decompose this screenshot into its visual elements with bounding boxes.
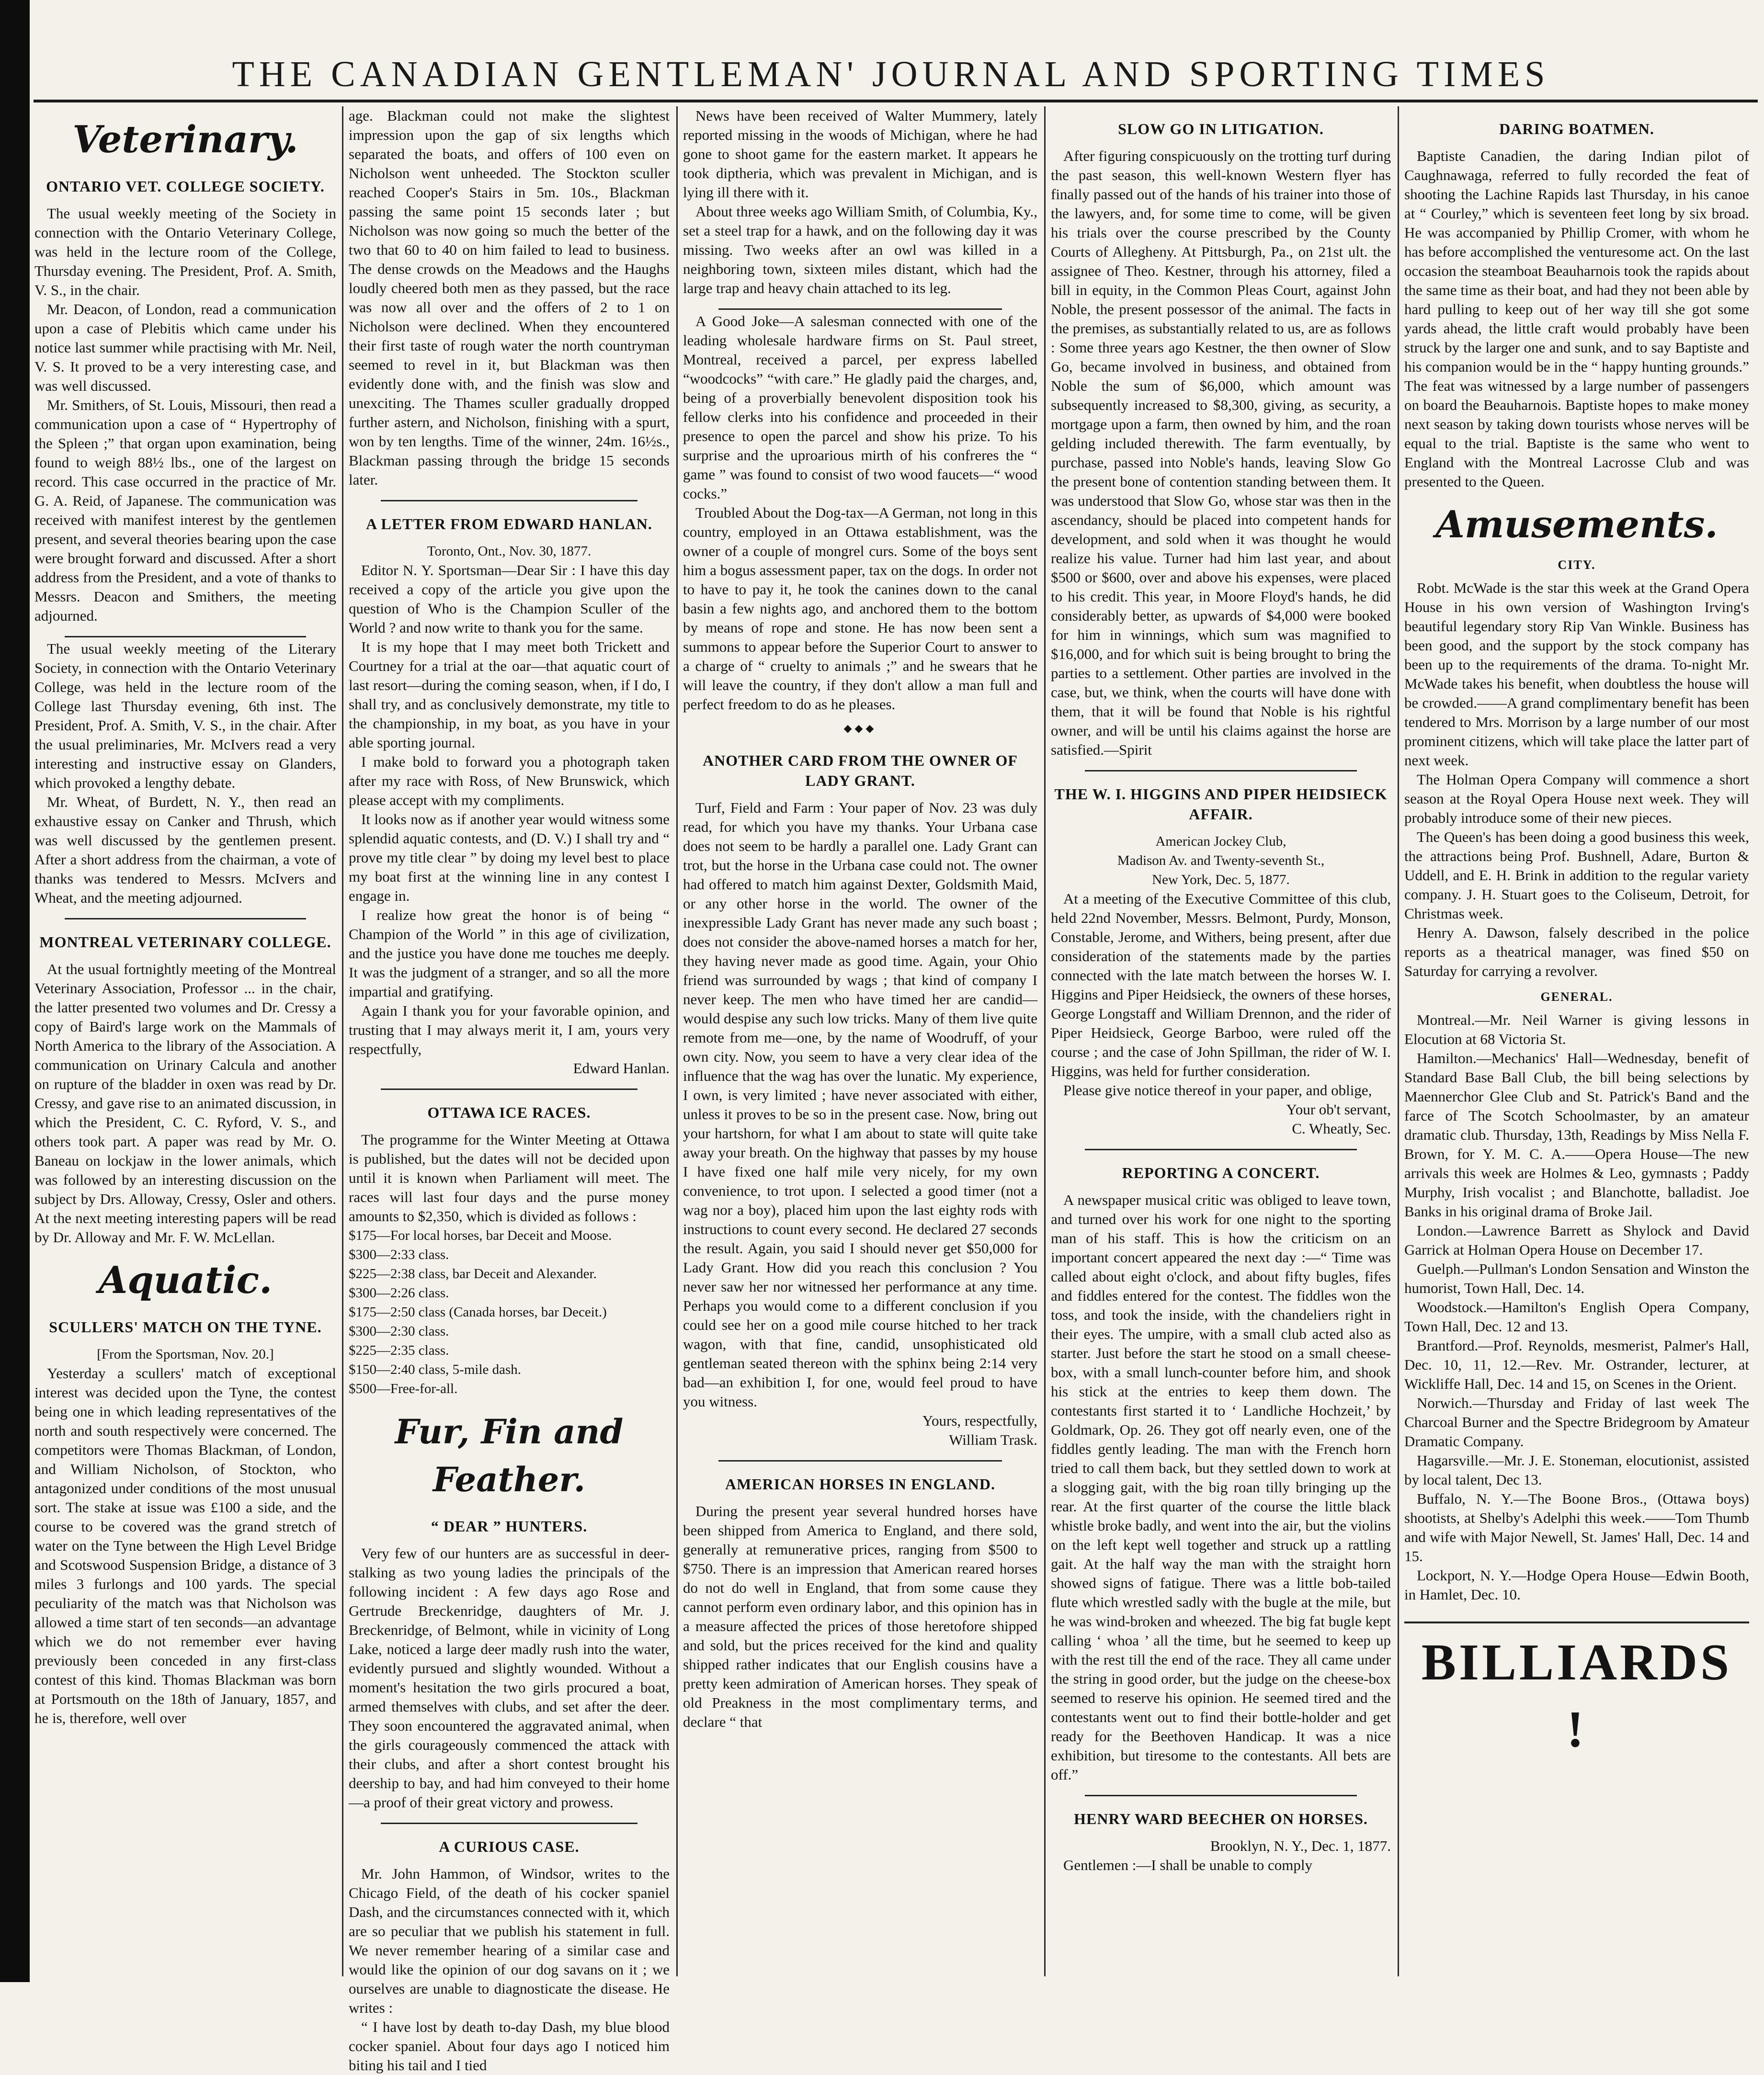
article-paragraph: Robt. McWade is the star this week at the Grand Opera House in his own version of Washington Irving's beautiful legendary story Rip Van Winkle. Business has been good, and the support by the stock company has been up to the requirements of the drama. To-night Mr. McWade takes his benefit, when doubtless the house will be crowded.——A grand complimentary benefit has been tendered to Mrs. Morrison by a large number of our most prominent citizens, which will take place the latter part of next week. [1404, 579, 1749, 769]
article-paragraph: Editor N. Y. Sportsman—Dear Sir : I have this day received a copy of the article you give upon the question of Who is the Champion Sculler of the World ? and now write to thank you for the same. [349, 562, 670, 636]
article-paragraph: I realize how great the honor is of being “ Champion of the World ” in this age of civilization, and the justice you have done me touches me deeply. It was the judgment of a stranger, and so all the more impartial and gratifying. [349, 907, 670, 1000]
amusement-item: Montreal.—Mr. Neil Warner is giving lessons in Elocution at 68 Victoria St. [1404, 1011, 1749, 1047]
purse-item: $175—2:50 class (Canada horses, bar Deceit.) [349, 1304, 607, 1320]
headline-daring-boatmen: DARING BOATMEN. [1499, 120, 1654, 137]
section-veterinary: Veterinary. [72, 118, 298, 161]
dateline: [From the Sportsman, Nov. 20.] [97, 1347, 274, 1362]
section-fur-fin-feather: Fur, Fin and Feather. [395, 1412, 624, 1499]
amusement-item: Hagarsville.—Mr. J. E. Stoneman, elocutionist, assisted by local talent, Dec 13. [1404, 1452, 1749, 1488]
article-paragraph: Please give notice thereof in your paper, and oblige, [1063, 1082, 1372, 1099]
ornament-divider: ◆◆◆ [843, 722, 877, 734]
headline-curious-case: A CURIOUS CASE. [439, 1838, 580, 1855]
headline-lady-grant: ANOTHER CARD FROM THE OWNER OF LADY GRANT. [703, 752, 1018, 789]
subhead-general: GENERAL. [1540, 990, 1613, 1004]
divider [718, 308, 1002, 310]
divider [1085, 770, 1357, 771]
article-paragraph: The usual weekly meeting of the Society in connection with the Ontario Veterinary College, was held in the lecture room of the College, Thursday evening. The President, Prof. A. Smith, V. S., in the chair. [34, 205, 336, 298]
article-paragraph: Yesterday a scullers' match of exceptional interest was decided upon the Tyne, the contest being one in which leading representatives of the north and south respectively were concerned. The competitors were Thomas Blackman, of London, and William Nicholson, of Stockton, who antagonized under conditions of the most unusual sort. The stake at issue was £100 a side, and the course to be covered was the grand stretch of water on the Tyne between the High Level Bridge and Scotswood Suspension Bridge, a distance of 3 miles 3 furlongs and 100 yards. The special peculiarity of the match was that Nicholson was allowed a time start of ten seconds—an advantage which we do not remember ever having previously been conceded in any first-class contest of this kind. Thomas Blackman was born at Portsmouth on the 18th of January, 1857, and he is, therefore, well over [34, 1365, 336, 1726]
signature: Edward Hanlan. [573, 1060, 670, 1077]
article-paragraph: Mr. Wheat, of Burdett, N. Y., then read an exhaustive essay on Canker and Thrush, which was well discussed by the gentlemen present. After a short address from the chairman, a vote of thanks was tendered to Messrs. McIvers and Wheat, and the meeting adjourned. [34, 794, 336, 906]
headline-slow-go: SLOW GO IN LITIGATION. [1118, 120, 1324, 137]
purse-item: $500—Free-for-all. [349, 1381, 458, 1396]
headline-beecher-horses: HENRY WARD BEECHER ON HORSES. [1074, 1810, 1368, 1827]
purse-item: $225—2:38 class, bar Deceit and Alexander. [349, 1266, 597, 1281]
article-paragraph: “ I have lost by death to-day Dash, my blue blood cocker spaniel. About four days ago I noticed him biting his tail and I tied [349, 2018, 670, 2074]
article-paragraph: During the present year several hundred horses have been shipped from America to England, and there sold, generally at remunerative prices, ranging from $500 to $750. There is an impression that American reared horses do not do well in England, that from some cause they cannot perform even ordinary labor, and this opinion has in a measure affected the prices of those heretofore shipped and sold, but the prices received for the kind and quality shipped rather indicates that our English cousins have a pretty keen admiration of American horses. They speak of old Preakness in the most complimentary terms, and declare “ that [683, 1503, 1037, 1730]
column-rule [1398, 106, 1399, 1976]
headline-american-horses: AMERICAN HORSES IN ENGLAND. [725, 1475, 995, 1493]
article-paragraph: Mr. John Hammon, of Windsor, writes to the Chicago Field, of the death of his cocker spaniel Dash, and the circumstances connected with it, which are so peculiar that we publish his statement in full. We never remember hearing of a similar case and would like the opinion of our dog savans on it ; we ourselves are unable to diagnosticate the disease. He writes : [349, 1865, 670, 2016]
article-paragraph: The programme for the Winter Meeting at Ottawa is published, but the dates will not be decided upon until it is known when Parliament will meet. The races will last four days and the purse money amounts to $2,350, which is divided as follows : [349, 1131, 670, 1225]
signature: Your ob't servant, [1286, 1101, 1391, 1118]
divider [381, 500, 637, 501]
headline-reporting-concert: REPORTING A CONCERT. [1122, 1164, 1320, 1181]
article-paragraph: It looks now as if another year would witness some splendid aquatic contests, and (D. V.) I shall try and “ prove my title clear ” by doing my level best to place my boat first at the winning line in any contest I engage in. [349, 811, 670, 904]
article-paragraph: Henry A. Dawson, falsely described in the police reports as a theatrical manager, was fined $50 on Saturday for carrying a revolver. [1404, 924, 1749, 979]
amusement-item: Norwich.—Thursday and Friday of last week The Charcoal Burner and the Spectre Bridegroom by Amateur Dramatic Company. [1404, 1395, 1749, 1450]
headline-scullers-match: SCULLERS' MATCH ON THE TYNE. [49, 1318, 322, 1336]
dateline: Toronto, Ont., Nov. 30, 1877. [427, 544, 592, 559]
amusement-item: London.—Lawrence Barrett as Shylock and David Garrick at Holman Opera House on December 17. [1404, 1222, 1749, 1258]
divider [1085, 1149, 1357, 1150]
amusement-item: Guelph.—Pullman's London Sensation and Winston the humorist, Town Hall, Dec. 14. [1404, 1260, 1749, 1296]
divider [1085, 1795, 1357, 1796]
column-2 [349, 106, 670, 2074]
article-paragraph: Turf, Field and Farm : Your paper of Nov. 23 was duly read, for which you have my thanks. Your Urbana case does not seem to be hardly a parallel one. Lady Grant can trot, but the horse in the Urbana case could not. The owner had offered to match him against Dexter, Goldsmith Maid, or any other horse in the world. The owner of the inexpressible Lady Grant has never made any such boast ; does not consider the above-named horses a match for her, they having never made as good time. Again, your Ohio friend was surrounded by wags ; that kind of company I never keep. The men who have timed her are candid—would despise any such low tricks. Many of them live quite remote from me—one, by the name of Woodruff, of your own city. Now, you seem to have a very clear idea of the influence that the wag has over the lunatic. My experience, I own, is very limited ; have never associated with either, unless it proves to be so in the present case. Now, bring out your hartshorn, for what I am about to state will quite take away your breath. On the highway that passes by my house I have fixed one half mile very nicely, for my own convenience, to trot upon. I selected a good timer (not a wag nor a boy), placed him upon the last eighty rods with instructions to count every second. He declared 27 seconds the result. Again, you said I should never get $50,000 for Lady Grant. How did you reach this conclusion ? You never saw her nor witnessed her performance at any time. Perhaps you would come to a different conclusion if you could see her on a good mile course hitched to her track wagon, with that fine, candid, unsophisticated old gentleman seated thereon with the sphinx being 2:14 very bad—an exhibition I, for one, would feel proud to have you witness. [683, 799, 1037, 1410]
billiards-advert: BILLIARDS ! [1404, 1621, 1749, 1763]
divider [381, 1823, 637, 1824]
article-paragraph: Mr. Deacon, of London, read a communication upon a case of Plebitis which came under his notice last summer while practising with Mr. Neil, V. S. It proved to be a very interesting case, and was well discussed. [34, 301, 336, 394]
divider [718, 1460, 1002, 1462]
article-paragraph: Again I thank you for your favorable opinion, and trusting that I may always merit it, I am, yours very respectfully, [349, 1002, 670, 1057]
article-paragraph: A newspaper musical critic was obliged to leave town, and turned over his work for one night to the sporting man of his staff. This is how the criticism on an important concert appeared the next day :—“ Time was called about eight o'clock, and about fifty bugles, fifes and fiddles entered for the contest. The fiddles won the toss, and took the inside, with the chandeliers right in their eyes. The umpire, with a small club acted also as starter. Just before the start he stood on a small cheese-box, with a small lunch-counter before him, and shook his stick at the entries to keep them down. The contestants first started it to ‘ Landliche Hochzeit,’ by Goldmark, Op. 26. They got off nearly even, one of the fiddles gently leading. The man with the French horn tried to call them back, but they settled down to work at a slogging gait, with the big roan tilly bringing up the rear. At the first quarter of the course the little black whistle broke badly, and went into the air, but the violins on the left kept well together and struck up a rattling gait. At the half way the man with the straight horn showed signs of fatigue. There was a little bob-tailed flute which wrestled sadly with the bugle at the mile, but he was wind-broken and wheezed. The big fat bugle kept calling ‘ whoa ’ all the time, but he seemed to keep up with the rest till the end of the race. They all came under the string in good order, but the judge on the cheese-box seemed to reserve his opinion. He seemed tired and the contestants went out to find their bottle-holder and get ready for the Beethoven Handicap. It was a nice exhibition, but tiresome to the contestants. All bets are off.” [1051, 1191, 1391, 1783]
column-3 [683, 106, 1037, 1976]
divider [65, 918, 306, 919]
article-paragraph: About three weeks ago William Smith, of Columbia, Ky., set a steel trap for a hawk, and on the following day it was missing. Two weeks after an owl was killed in a neighboring town, sixteen miles distant, which had the large trap and heavy chain attached to its leg. [683, 203, 1037, 296]
amusement-item: Buffalo, N. Y.—The Boone Bros., (Ottawa boys) shootists, at Shelby's Adelphi this week.——Tom Thumb and wife with Major Newell, St. James' Hall, Dec. 14 and 15. [1404, 1490, 1749, 1565]
article-paragraph: Troubled About the Dog-tax—A German, not long in this country, employed in an Ottawa establishment, was the owner of a couple of mongrel curs. Some of the boys sent him a bogus assessment paper, tax on the dogs. In order not to have to pay it, he took the canines down to the canal basin a few nights ago, and anchored them to the bottom by means of rope and stone. He has now been sent a summons to appear before the Superior Court to answer to a charge of “ cruelty to animals ;” and he swears that he will leave the country, if they don't allow a man full and perfect freedom to do as he pleases. [683, 504, 1037, 713]
column-4 [1051, 106, 1391, 1976]
headline-hanlan-letter: A LETTER FROM EDWARD HANLAN. [366, 515, 652, 533]
article-paragraph: Gentlemen :—I shall be unable to comply [1063, 1857, 1312, 1873]
amusement-item: Woodstock.—Hamilton's English Opera Company, Town Hall, Dec. 12 and 13. [1404, 1299, 1749, 1335]
purse-item: $300—2:30 class. [349, 1324, 449, 1339]
purse-item: $225—2:35 class. [349, 1343, 449, 1358]
article-paragraph: Very few of our hunters are as successful in deer-stalking as two young ladies the principals of the following incident : A few days ago Rose and Gertrude Breckenridge, daughters of Mr. J. Breckenridge, of Belmont, while in vicinity of Long Lake, noticed a large deer madly rush into the water, evidently pursued and slightly wounded. Without a moment's hesitation the two girls procured a boat, armed themselves with clubs, and set after the deer. They soon encountered the aggravated animal, when the girls courageously commenced the attack with their clubs, and after a short contest brought his deership to bay, and had him conveyed to their home—a proof of their great victory and prowess. [349, 1545, 670, 1811]
purse-item: $300—2:33 class. [349, 1247, 449, 1262]
headline-dear-hunters: “ DEAR ” HUNTERS. [431, 1518, 588, 1535]
divider [65, 636, 306, 637]
signature: C. Wheatly, Sec. [1292, 1120, 1391, 1137]
article-paragraph: A Good Joke—A salesman connected with one of the leading wholesale hardware firms on St. Paul street, Montreal, received a parcel, per express labelled “woodcocks” “with care.” He gladly paid the charges, and, being of a proverbially benevolent disposition took his fellow clerks into his confidence and proceeded in their presence to open the parcel and show his prize. To his surprise and the uproarious mirth of his confreres the “ game ” was found to consist of two wood faucets—“ wood cocks.” [683, 313, 1037, 502]
article-paragraph: It is my hope that I may meet both Trickett and Courtney for a trial at the oar—that aquatic court of last resort—during the coming season, when, if I do, I shall try, and as conclusively demonstrate, my title to the championship, in my boat, as you have in your able sporting journal. [349, 638, 670, 751]
headline-higgins-heidsieck: THE W. I. HIGGINS AND PIPER HEIDSIECK AFFAIR. [1054, 785, 1388, 823]
amusement-item: Hamilton.—Mechanics' Hall—Wednesday, benefit of Standard Base Ball Club, the bill being selections by Maennerchor Glee Club and St. Patrick's Band and the farce of The Scotch Schoolmaster, by an amateur dramatic club. Thursday, 13th, Readings by Miss Nella F. Brown, for Y. M. C. A.——Opera House—The new arrivals this week are Holmes & Leo, gymnasts ; Paddy Murphy, Irish vocalist ; and Blanchotte, balladist. Joe Banks in his original drama of Broke Jail. [1404, 1050, 1749, 1220]
divider [381, 1089, 637, 1090]
section-amusements: Amusements. [1435, 503, 1718, 546]
amusement-item: Brantford.—Prof. Reynolds, mesmerist, Palmer's Hall, Dec. 10, 11, 12.—Rev. Mr. Ostrander, lecturer, at Wickliffe Hall, Dec. 14 and 15, on Scenes in the Orient. [1404, 1337, 1749, 1392]
signature: William Trask. [949, 1431, 1037, 1448]
column-5 [1404, 106, 1749, 1976]
article-paragraph: News have been received of Walter Mummery, lately reported missing in the woods of Michigan, where he had gone to shoot game for the eastern market. It appears he took diptheria, which was prevalent in Michigan, and is lying ill there with it. [683, 107, 1037, 201]
address-line: New York, Dec. 5, 1877. [1152, 872, 1290, 887]
article-paragraph: I make bold to forward you a photograph taken after my race with Ross, of New Brunswick, which please accept with my compliments. [349, 753, 670, 808]
article-paragraph: The Holman Opera Company will commence a short season at the Royal Opera House next week. They will probably introduce some of their new pieces. [1404, 771, 1749, 826]
article-paragraph: The Queen's has been doing a good business this week, the attractions being Prof. Bushnell, Adare, Burton & Uddell, and E. H. Brink in addition to the regular variety company. J. H. Stuart goes to the Coliseum, Detroit, for Christmas week. [1404, 828, 1749, 922]
address-line: Madison Av. and Twenty-seventh St., [1117, 853, 1325, 868]
column-rule [1044, 106, 1046, 1976]
headline-ottawa-ice-races: OTTAWA ICE RACES. [427, 1104, 591, 1121]
article-paragraph: After figuring conspicuously on the trotting turf during the past season, this well-known Western flyer has finally passed out of the hands of his trainer into those of the lawyers, and, for some time to come, will be given his trials over the course prescribed by the County Courts of Allegheny. At Pittsburgh, Pa., on 21st ult. the assignee of Theo. Kestner, through his attorney, filed a bill in equity, in the Common Pleas Court, against John Noble, the present possessor of the animal. The facts in the premises, as substantially related to us, are as follows : Some three years ago Kestner, the then owner of Slow Go, became involved in business, and obtained from Noble the sum of $6,000, which amount was subsequently increased to $8,300, giving, as security, a mortgage upon a farm, then owned by him, and the roan gelding included therewith. The farm eventually, by purchase, passed into Noble's hands, leaving Slow Go the present bone of contention standing between them. It was understood that Slow Go, whose star was then in the ascendancy, should be placed into competent hands for development, and sold when it was thought he would realize his value. Turner had him last year, and about $500 or $600, over and above his expenses, were placed to his credit. This year, in Moore Floyd's hands, he did considerably better, as upwards of $4,000 were booked for him in winnings, which sum was magnified to $16,000, and for which suit is being brought to bring the parties to a settlement. Other parties are involved in the case, but, we think, when the courts will have done with them, that it will be found that Noble is his rightful owner, and will be until his claims against the horse are satisfied.—Spirit [1051, 147, 1391, 758]
signature: Yours, respectfully, [922, 1412, 1037, 1429]
headline-montreal-vet: MONTREAL VETERINARY COLLEGE. [39, 933, 331, 951]
amusement-item: Lockport, N. Y.—Hodge Opera House—Edwin Booth, in Hamlet, Dec. 10. [1404, 1567, 1749, 1603]
purse-item: $300—2:26 class. [349, 1285, 449, 1301]
article-paragraph: The usual weekly meeting of the Literary Society, in connection with the Ontario Veterinary College, was held in the lecture room of the College last Thursday evening, 6th inst. The President, Prof. A. Smith, V. S., in the chair. After the usual preliminaries, Mr. McIvers read a very interesting and instructive essay on Glanders, which provoked a lengthy debate. [34, 640, 336, 791]
binding-spine [0, 0, 30, 1982]
column-1 [34, 106, 336, 1976]
masthead-title: THE CANADIAN GENTLEMAN' JOURNAL AND SPORTING TIMES [232, 54, 1550, 94]
article-paragraph: Mr. Smithers, of St. Louis, Missouri, then read a communication upon a case of “ Hypertrophy of the Spleen ;” that organ upon examination, being found to weigh 88½ lbs., one of the largest on record. This case occurred in the practice of Mr. G. A. Reid, of Japanese. The communication was received with manifest interest by the gentlemen present, and several theories bearing upon the case were brought forward and discussed. After a short address from the President, and a vote of thanks to Messrs. Deacon and Smithers, the meeting adjourned. [34, 397, 336, 624]
purse-item: $150—2:40 class, 5-mile dash. [349, 1362, 522, 1377]
column-rule [676, 106, 678, 1976]
subhead-city: CITY. [1558, 558, 1596, 572]
headline-ontario-vet: ONTARIO VET. COLLEGE SOCIETY. [46, 178, 325, 195]
section-aquatic: Aquatic. [98, 1259, 273, 1302]
article-paragraph: Baptiste Canadien, the daring Indian pilot of Caughnawaga, referred to fully recorded the feat of shooting the Lachine Rapids last Thursday, in his canoe at “ Courley,” which is seventeen feet long by six broad. He was accompanied by Phillip Cromer, with whom he has before accomplished the venturesome act. On the last occasion the steamboat Beauharnois took the rapids about the same time as their boat, and had they not been able by hard pulling to keep out of her way till she got some yards ahead, the little craft would probably have been struck by the larger one and sunk, and to say Baptiste and his companion would be in the “ happy hunting grounds.” The feat was witnessed by a large number of passengers on board the Beauharnois. Baptiste hopes to make money next season by taking down tourists whose nerves will be equal to the trial. Baptiste is the same who went to England with the Montreal Lacrosse Club and was presented to the Queen. [1404, 147, 1749, 490]
purse-item: $175—For local horses, bar Deceit and Moose. [349, 1228, 612, 1243]
article-paragraph: age. Blackman could not make the slightest impression upon the gap of six lengths which separated the boats, and offers of 100 even on Nicholson went unheeded. The Stockton sculler reached Cooper's Stairs in 5m. 10s., Blackman passing the same point 15 seconds later ; but Nicholson was now going so much the better of the two that 60 to 40 on him failed to lead to business. The dense crowds on the Meadows and the Haughs loudly cheered both men as they passed, but the race was now all over and the offers of 2 to 1 on Nicholson were declined. When they encountered their first taste of rough water the north countryman seemed to revel in it, but Blackman was then evidently done with, and the finish was slow and unexciting. The Thames sculler gradually dropped further astern, and Nicholson, finishing with a spurt, won by ten lengths. Time of the winner, 24m. 16½s., Blackman passing through the bridge 15 seconds later. [349, 107, 670, 488]
masthead-rule [34, 100, 1758, 102]
address-line: American Jockey Club, [1155, 834, 1286, 849]
article-paragraph: At a meeting of the Executive Committee of this club, held 22nd November, Messrs. Belmont, Purdy, Monson, Constable, Jerome, and Withers, being present, after due consideration of the statements made by the parties connected with the late match between the horses W. I. Higgins and Piper Heidsieck, the owners of these horses, George Longstaff and William Drennon, and the rider of Piper Heidsieck, George Barboo, were ruled off the course ; and the case of John Spillman, the rider of W. I. Higgins, was held for further consideration. [1051, 890, 1391, 1079]
column-rule [342, 106, 343, 1976]
dateline: Brooklyn, N. Y., Dec. 1, 1877. [1210, 1837, 1391, 1854]
article-paragraph: At the usual fortnightly meeting of the Montreal Veterinary Association, Professor ... in the chair, the latter presented two volumes and Dr. Cressy a copy of Baird's large work on the Mammals of North America to the library of the Association. A communication on Urinary Calcula and another on rupture of the bladder in oxen was read by Dr. Cressy, and gave rise to an animated discussion, in which the President, C. C. Ryford, V. S., and others took part. A paper was read by Mr. O. Baneau on lockjaw in the lower animals, which was followed by an interesting discussion on the subject by Drs. Alloway, Cressy, Osler and others. At the next meeting interesting papers will be read by Dr. Alloway and Mr. F. W. McLellan. [34, 961, 336, 1246]
